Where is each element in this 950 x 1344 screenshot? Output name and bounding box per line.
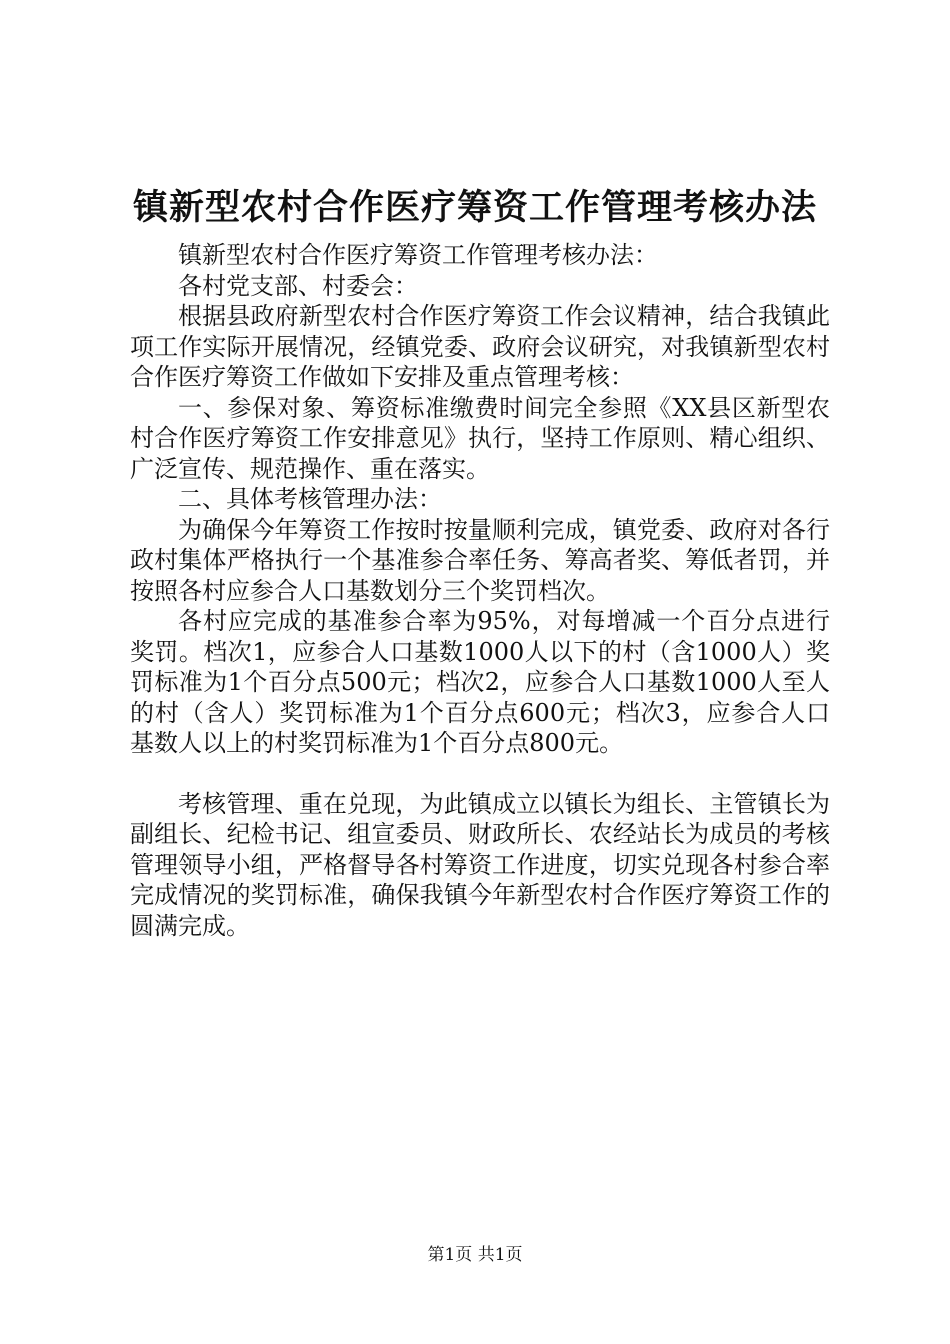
page-footer: 第1页 共1页 [427, 1245, 523, 1265]
paragraph-management-team: 考核管理、重在兑现，为此镇成立以镇长为组长、主管镇长为副组长、纪检书记、组宣委员、财政所长、农经站长为成员的考核管理领导小组，严格督导各村筹资工作进度，切实兑现各村参合率完成情况的奖罚标准，确保我镇今年新型农村合作医疗筹资工作的圆满完成。 [130, 789, 830, 940]
paragraph-section-two-body: 为确保今年筹资工作按时按量顺利完成，镇党委、政府对各行政村集体严格执行一个基准参合率任务、筹高者奖、筹低者罚，并按照各村应参合人口基数划分三个奖罚档次。 [130, 515, 830, 605]
paragraph-reward-tiers: 各村应完成的基准参合率为95%，对每增减一个百分点进行奖罚。档次1，应参合人口基数1000人以下的村（含1000人）奖罚标准为1个百分点500元；档次2，应参合人口基数1000人至人的村（含人）奖罚标准为1个百分点600元；档次3，应参合人口基数人以上的村奖罚标准为1个百分点800元。 [130, 607, 830, 757]
paragraph-intro: 根据县政府新型农村合作医疗筹资工作会议精神，结合我镇此项工作实际开展情况，经镇党委、政府会议研究，对我镇新型农村合作医疗筹资工作做如下安排及重点管理考核： [130, 302, 830, 391]
paragraph-heading-line: 镇新型农村合作医疗筹资工作管理考核办法： [178, 241, 658, 269]
paragraph-salutation: 各村党支部、村委会： [178, 271, 418, 300]
paragraph-section-one: 一、参保对象、筹资标准缴费时间完全参照《XX县区新型农村合作医疗筹资工作安排意见》执行，坚持工作原则、精心组织、广泛宣传、规范操作、重在落实。 [130, 393, 830, 483]
document-title: 镇新型农村合作医疗筹资工作管理考核办法 [132, 187, 817, 228]
paragraph-section-two-heading: 二、具体考核管理办法： [178, 485, 442, 513]
document-body [130, 240, 830, 941]
